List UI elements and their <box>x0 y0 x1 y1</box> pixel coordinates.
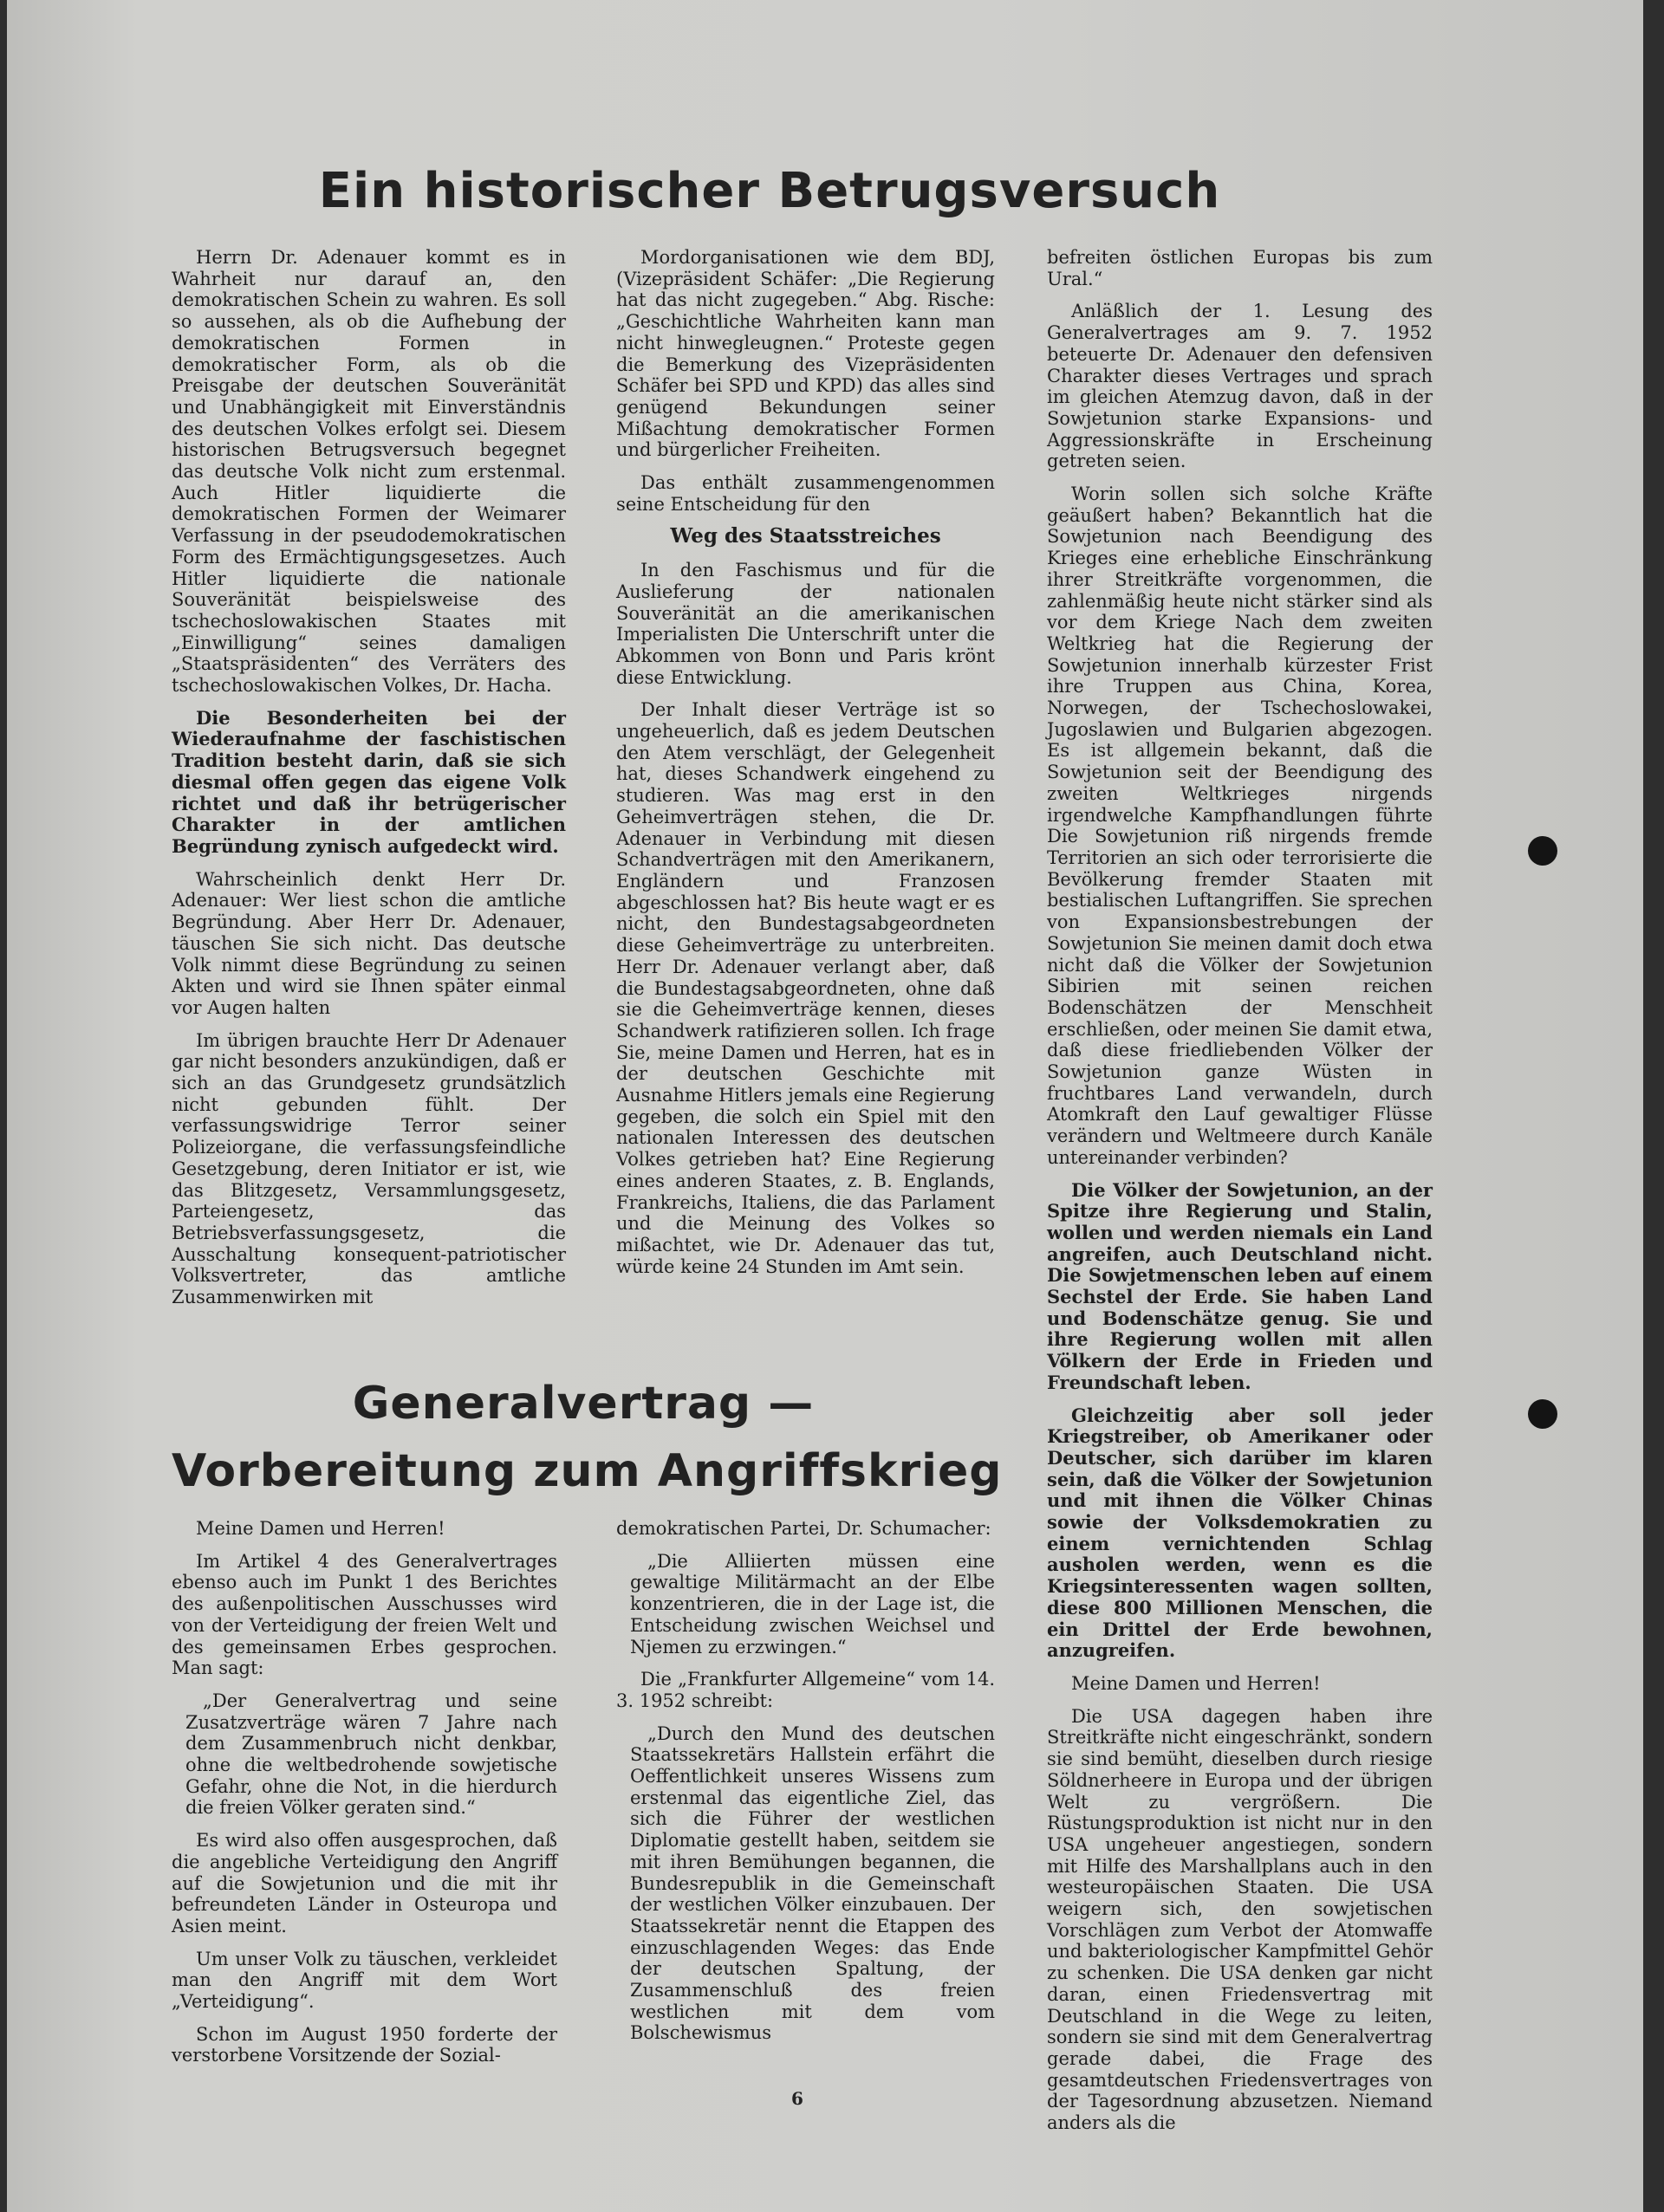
paragraph: demokratischen Partei, Dr. Schumacher: <box>616 1518 991 1539</box>
paragraph: Um unser Volk zu täuschen, verkleidet man den Angriff mit dem Wort „Verteidigung“. <box>172 1948 557 2013</box>
paragraph: Anläßlich der 1. Lesung des Generalvertrages am 9. 7. 1952 beteuerte Dr. Adenauer den defensiven Charakter dieses Vertrages und sprach im gleichen Atemzug davon, daß in der Sowjetunion starke Expansions- und Aggressionskräfte in Erscheinung getreten seien. <box>1047 301 1433 472</box>
punch-hole-top <box>1528 836 1557 866</box>
article2-title-line-1: Generalvertrag — <box>352 1378 815 1430</box>
paragraph-bold: Die Besonderheiten bei der Wiederaufnahme der faschistischen Tradition besteht darin, daß sie sich diesmal offen gegen das eigene Volk richtet und daß ihr betrügerischer Charakter in der amtlichen Begründung zynisch aufgedeckt wird. <box>172 706 566 857</box>
paragraph-bold: Gleichzeitig aber soll jeder Kriegstreiber, ob Amerikaner oder Deutscher, sich darüber im klaren sein, daß die Völker der Sowjetunion und mit ihnen die Völker Chinas sowie der Volksdemokratien zu einem vernichtenden Schlag ausholen werden, wenn es die Kriegsinteressenten wagen sollten, diese 800 Millionen Menschen, die ein Drittel der Erde bewohnen, anzugreifen. <box>1047 1404 1433 1662</box>
paragraph: Herrn Dr. Adenauer kommt es in Wahrheit nur darauf an, den demokratischen Schein zu wahren. Es soll so aussehen, als ob die Aufhebung der demokratischen Formen in demokratischer Form, als ob die Preisgabe der deutschen Souveränität und Unabhängigkeit mit Einverständnis des deutschen Volkes erfolgt sei. Diesem historischen Betrugsversuch begegnet das deutsche Volk nicht zum erstenmal. Auch Hitler liquidierte die demokratischen Formen der Weimarer Verfassung in der pseudodemokratischen Form des Ermächtigungsgesetzes. Auch Hitler liquidierte die nationale Souveränität beispielsweise des tschechoslowakischen Staates mit „Einwilligung“ seines damaligen „Staatspräsidenten“ des Verräters des tschechoslowakischen Volkes, Dr. Hacha. <box>172 247 566 697</box>
paragraph: Der Inhalt dieser Verträge ist so ungeheuerlich, daß es jedem Deutschen den Atem verschlägt, der Gelegenheit hat, dieses Schandwerk eingehend zu studieren. Was mag erst in den Geheimverträgen stehen, die Dr. Adenauer in Verbindung mit diesen Schandverträgen mit den Amerikanern, Engländern und Franzosen abgeschlossen hat? Bis heute wagt er es nicht, den Bundestagsabgeordneten diese Geheimverträge zu unterbreiten. Herr Dr. Adenauer verlangt aber, daß die Bundestagsabgeordneten, ohne daß sie die Geheimverträge kennen, dieses Schandwerk ratifizieren sollen. Ich frage Sie, meine Damen und Herren, hat es in der deutschen Geschichte mit Ausnahme Hitlers jemals eine Regierung gegeben, die solch ein Spiel mit den nationalen Interessen des deutschen Volkes getrieben hat? Eine Regierung eines anderen Staates, z. B. Englands, Frankreichs, Italiens, die das Parlament und die Meinung des Volkes so mißachtet, wie Dr. Adenauer das tut, würde keine 24 Stunden im Amt sein. <box>616 699 995 1277</box>
paragraph: Mordorganisationen wie dem BDJ, (Vizepräsident Schäfer: „Die Regierung hat das nicht zugegeben.“ Abg. Rische: „Geschichtliche Wahrheiten kann man nicht hinwegleugnen.“ Proteste gegen die Bemerkung des Vizepräsidenten Schäfer bei SPD und KPD) das alles sind genügend Bekundungen seiner Mißachtung demokratischer Formen und bürgerlicher Freiheiten. <box>616 247 995 461</box>
quotation: „Die Alliierten müssen eine gewaltige Militärmacht an der Elbe konzentrieren, die in der Lage ist, die Entscheidung zwischen Weichsel und Njemen zu erzwingen.“ <box>630 1550 995 1657</box>
paragraph: Es wird also offen ausgesprochen, daß die angebliche Verteidigung den Angriff auf die Sowjetunion und die mit ihr befreundeten Länder in Osteuropa und Asien meint. <box>172 1830 557 1936</box>
paragraph: befreiten östlichen Europas bis zum Ural.“ <box>1047 247 1433 289</box>
paragraph: Schon im August 1950 forderte der verstorbene Vorsitzende der Sozial- <box>172 2023 557 2066</box>
article2-column-1 <box>172 1518 557 2064</box>
document-page <box>7 0 1643 2212</box>
article2-title-line-2: Vorbereitung zum Angriffskrieg <box>172 1445 1003 1497</box>
paragraph: Die „Frankfurter Allgemeine“ vom 14. 3. 1952 schreibt: <box>616 1669 995 1711</box>
quotation: „Durch den Mund des deutschen Staatssekretärs Hallstein erfährt die Oeffentlichkeit unseres Wissens zum erstenmal das eigentliche Ziel, das sich die Führer der westlichen Diplomatie gestellt haben, seitdem sie mit ihren Bemühungen begannen, die Bundesrepublik in die Gemeinschaft der westlichen Völker einzubauen. Der Staatssekretär nennt die Etappen des einzuschlagenden Weges: das Ende der deutschen Spaltung, der Zusammenschluß des freien westlichen mit dem vom Bolschewismus <box>630 1722 995 2044</box>
article1-column-3 <box>1047 247 1433 2134</box>
paragraph: Im Artikel 4 des Generalvertrages ebenso auch im Punkt 1 des Berichtes des außenpolitischen Ausschusses wird von der Verteidigung der freien Welt und des gemeinsamen Erbes gesprochen. Man sagt: <box>172 1550 557 1679</box>
paragraph: Wahrscheinlich denkt Herr Dr. Adenauer: Wer liest schon die amtliche Begründung. Aber Herr Dr. Adenauer, täuschen Sie sich nicht. Das deutsche Volk nimmt diese Begründung zu seinen Akten und wird sie Ihnen später einmal vor Augen halten <box>172 868 566 1018</box>
paragraph: Im übrigen brauchte Herr Dr Adenauer gar nicht besonders anzukündigen, daß er sich an das Grundgesetz grundsätzlich nicht gebunden fühlt. Der verfassungswidrige Terror seiner Polizeiorgane, die verfassungsfeindliche Gesetzgebung, deren Initiator er ist, wie das Blitzgesetz, Versammlungsgesetz, Parteiengesetz, das Betriebsverfassungsgesetz, die Ausschaltung konsequent-patriotischer Volksvertreter, das amtliche Zusammenwirken mit <box>172 1029 566 1308</box>
page-number: 6 <box>791 2088 803 2109</box>
paragraph-bold: Die Völker der Sowjetunion, an der Spitze ihre Regierung und Stalin, wollen und werden niemals ein Land angreifen, auch Deutschland nicht. Die Sowjetmenschen leben auf einem Sechstel der Erde. Sie haben Land und Bodenschätze genug. Sie und ihre Regierung wollen mit allen Völkern der Erde in Frieden und Freundschaft leben. <box>1047 1178 1433 1393</box>
paragraph: In den Faschismus und für die Auslieferung der nationalen Souveränität an die amerikanischen Imperialisten Die Unterschrift unter die Abkommen von Bonn und Paris krönt diese Entwicklung. <box>616 560 995 688</box>
article1-column-2 <box>616 247 995 1365</box>
punch-hole-bottom <box>1528 1399 1557 1429</box>
subheading: Weg des Staatsstreiches <box>670 524 941 548</box>
salutation: Meine Damen und Herren! <box>196 1518 445 1539</box>
salutation: Meine Damen und Herren! <box>1071 1673 1321 1694</box>
article-title: Ein historischer Betrugsversuch <box>318 163 1221 219</box>
paragraph: Die USA dagegen haben ihre Streitkräfte nicht eingeschränkt, sondern sie sind bemüht, dieselben durch riesige Söldnerheere in Europa und der übrigen Welt zu vergrößern. Die Rüstungsproduktion ist nicht nur in den USA ungeheuer angestiegen, sondern mit Hilfe des Marshallplans auch in den westeuropäischen Staaten. Die USA weigern sich, den sowjetischen Vorschlägen zum Verbot der Atomwaffe und bakteriologischer Kampfmittel Gehör zu schenken. Die USA denken gar nicht daran, einen Friedensvertrag mit Deutschland in die Wege zu leiten, sondern sie sind mit dem Generalvertrag gerade dabei, die Frage des gesamtdeutschen Friedensvertrages von der Tagesordnung abzusetzen. Niemand anders als die <box>1047 1705 1433 2134</box>
paragraph: Das enthält zusammengenommen seine Entscheidung für den <box>616 472 995 515</box>
paragraph: Worin sollen sich solche Kräfte geäußert haben? Bekanntlich hat die Sowjetunion nach Beendigung des Krieges eine erhebliche Einschränkung ihrer Streitkräfte vorgenommen, die zahlenmäßig heute nicht stärker sind als vor dem Kriege Nach dem zweiten Weltkrieg hat die Regierung der Sowjetunion innerhalb kürzester Frist ihre Truppen aus China, Korea, Norwegen, der Tschechoslowakei, Jugoslawien und Bulgarien abgezogen. Es ist allgemein bekannt, daß die Sowjetunion seit der Beendigung des zweiten Weltkrieges nirgends irgendwelche Kampfhandlungen führte Die Sowjetunion riß nirgends fremde Territorien an sich oder terrorisierte die Bevölkerung fremder Staaten mit bestialischen Luftangriffen. Sie sprechen von Expansionsbestrebungen der Sowjetunion Sie meinen damit doch etwa nicht daß die Völker der Sowjetunion Sibirien mit seinen reichen Bodenschätzen der Menschheit erschließen, oder meinen Sie damit etwa, daß diese friedliebenden Völker der Sowjetunion ganze Wüsten in fruchtbares Land verwandeln, durch Atomkraft den Lauf gewaltiger Flüsse verändern und Weltmeere durch Kanäle untereinander verbinden? <box>1047 483 1433 1168</box>
quotation: „Der Generalvertrag und seine Zusatzverträge wären 7 Jahre nach dem Zusammenbruch nicht denkbar, ohne die weltbedrohende sowjetische Gefahr, ohne die Not, in die hierdurch die freien Völker geraten sind.“ <box>185 1690 557 1819</box>
article2-column-2 <box>616 1518 995 2064</box>
article1-column-1 <box>172 247 566 1365</box>
